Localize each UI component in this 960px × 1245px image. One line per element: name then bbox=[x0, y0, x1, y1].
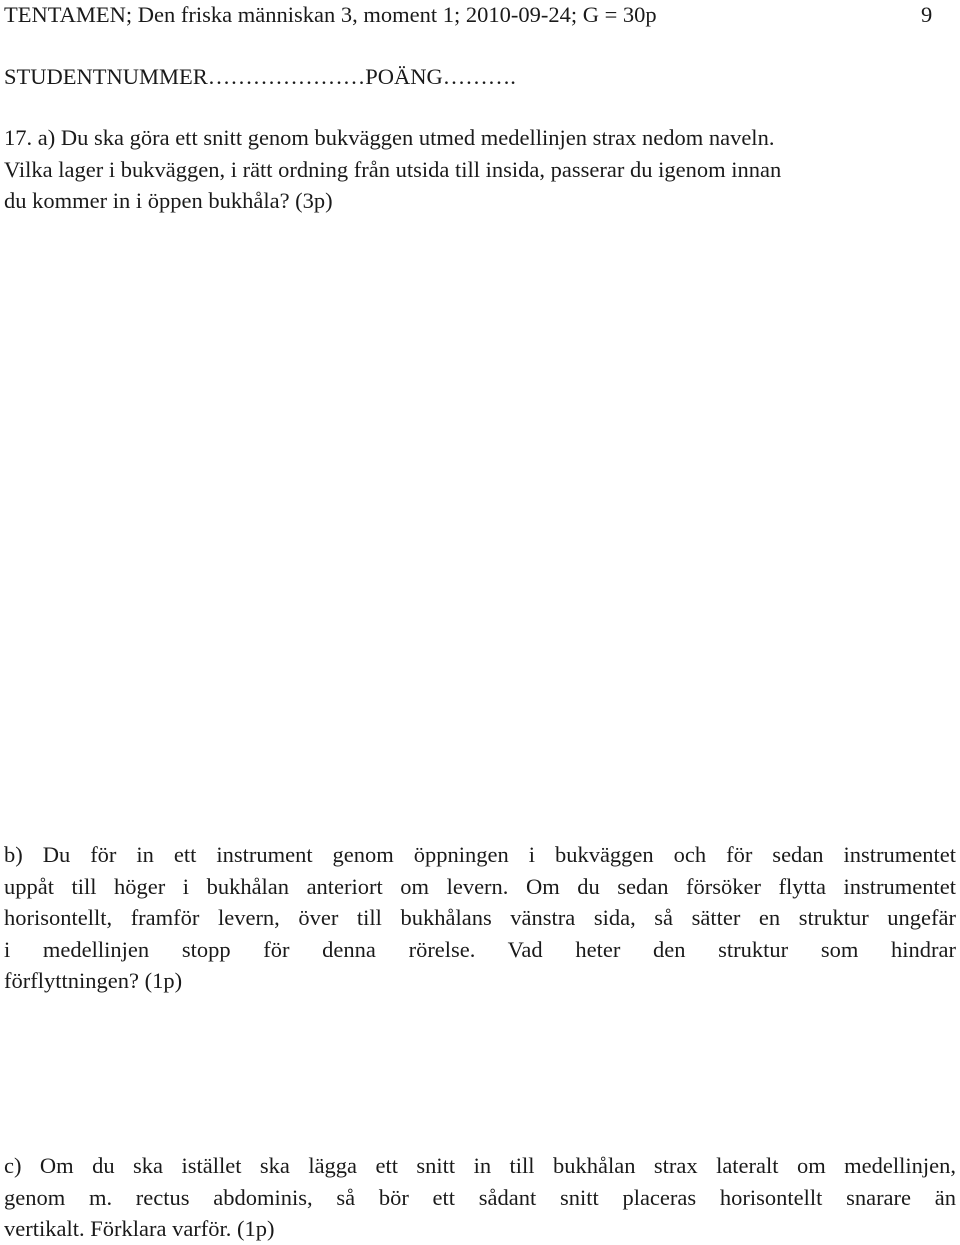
question-17b bbox=[4, 839, 956, 997]
exam-title: TENTAMEN; Den friska människan 3, moment 1; 2010-09-24; G = 30p bbox=[4, 2, 657, 27]
page-header bbox=[4, 0, 956, 30]
question-17b-line: uppåt till höger i bukhålan anteriort om levern. Om du sedan försöker flytta instrumentet bbox=[4, 873, 956, 899]
page-number: 9 bbox=[921, 2, 933, 27]
question-17b-line: i medellinjen stopp för denna rörelse. Vad heter den struktur som hindrar bbox=[4, 936, 956, 962]
question-17c bbox=[4, 1150, 956, 1245]
question-17a bbox=[4, 122, 956, 217]
question-17c-line: vertikalt. Förklara varför. (1p) bbox=[4, 1216, 275, 1241]
question-17a-line: Vilka lager i bukväggen, i rätt ordning från utsida till insida, passerar du igenom innan bbox=[4, 156, 782, 182]
question-17b-line: horisontellt, framför levern, över till bukhålans vänstra sida, så sätter en struktur ungefär bbox=[4, 905, 956, 930]
question-17b-line: b) Du för in ett instrument genom öppningen i bukväggen och för sedan instrumentet bbox=[4, 842, 956, 867]
question-17c-line: c) Om du ska istället ska lägga ett snitt in till bukhålan strax lateralt om medellinjen, bbox=[4, 1153, 956, 1178]
question-17b-line: förflyttningen? (1p) bbox=[4, 968, 183, 993]
student-number-points-line: STUDENTNUMMER…………………POÄNG………. bbox=[4, 64, 516, 89]
question-17c-line: genom m. rectus abdominis, så bör ett sådant snitt placeras horisontellt snarare än bbox=[4, 1184, 956, 1210]
question-17a-line: 17. a) Du ska göra ett snitt genom bukväggen utmed medellinjen strax nedom naveln. bbox=[4, 125, 775, 150]
question-17a-line: du kommer in i öppen bukhåla? (3p) bbox=[4, 188, 333, 213]
